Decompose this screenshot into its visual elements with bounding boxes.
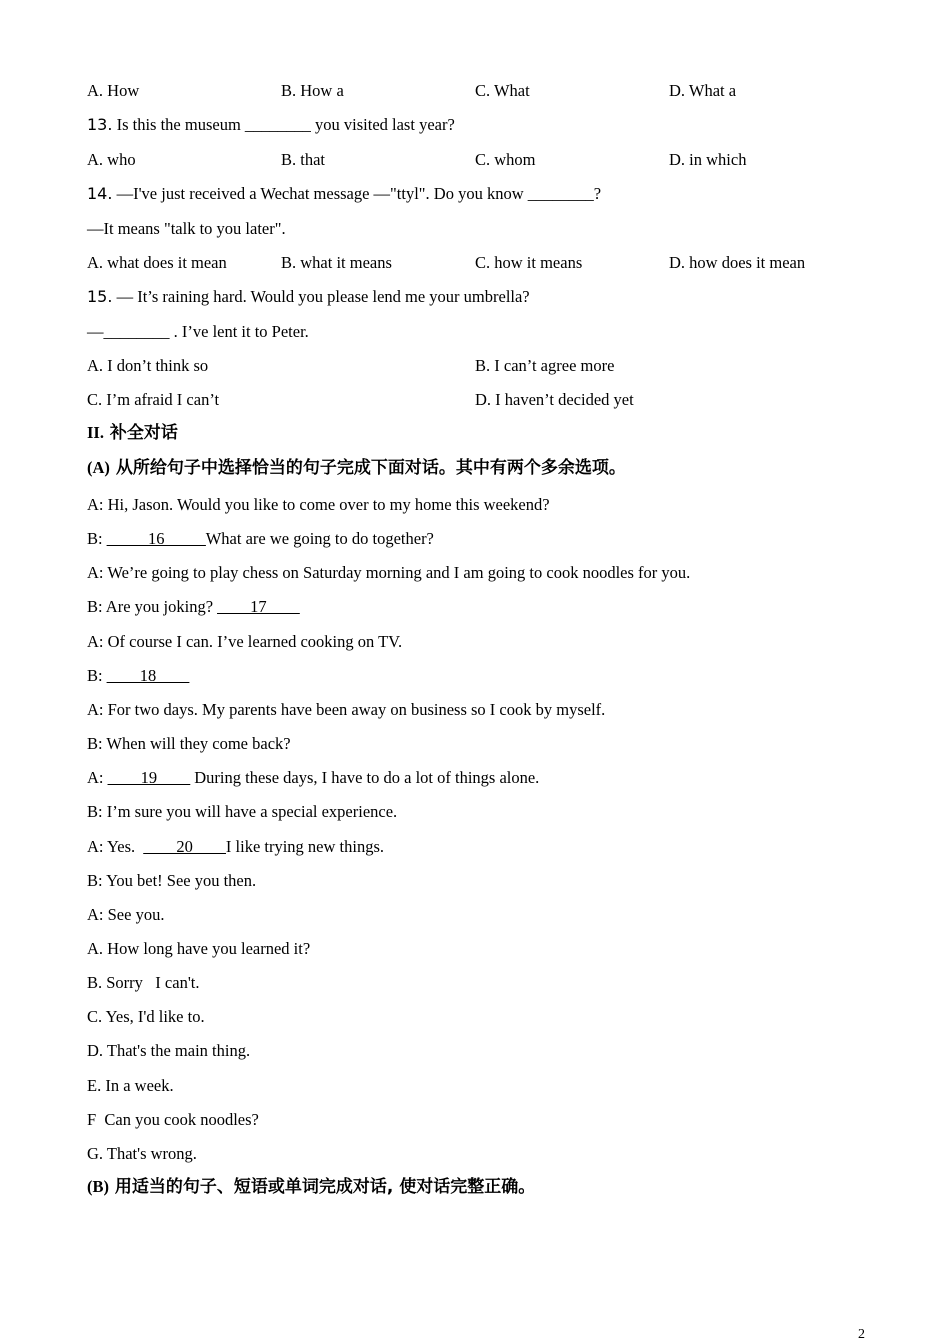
section-roman: II. [87, 423, 104, 442]
choice-item: C. Yes, I'd like to. [87, 1007, 205, 1026]
speaker: B: [87, 529, 107, 548]
line-text: I like trying new things. [225, 837, 385, 856]
q13-stem [87, 115, 455, 135]
choice-item: D. That's the main thing. [87, 1041, 251, 1060]
q14-option-d: D. how does it mean [669, 253, 806, 272]
choice-item: E. In a week. [87, 1076, 174, 1095]
q13-number: 13. [87, 115, 113, 134]
blank-18: ____18____ [106, 666, 190, 685]
q14-stem [87, 184, 601, 204]
page-number: 2 [858, 1327, 865, 1342]
blank-17: ____17____ [217, 597, 300, 616]
q14-reply: —It means "talk to you later". [87, 219, 286, 238]
dialogue-line [87, 529, 434, 549]
q13-option-b: B. that [281, 150, 325, 169]
dialogue-line: A: Of course I can. I’ve learned cooking on TV. [87, 632, 403, 651]
blank-20: ____20____ [143, 837, 226, 856]
line-text: A: Yes. [87, 837, 144, 856]
q15-option-b: B. I can’t agree more [475, 356, 615, 375]
blank-19: ____19____ [107, 768, 191, 787]
choice-item: G. That's wrong. [87, 1144, 197, 1163]
part-b-label: (B) [87, 1177, 109, 1196]
speaker: A: [87, 768, 108, 787]
dialogue-line: B: I’m sure you will have a special experience. [87, 802, 398, 821]
choice-item: A. How long have you learned it? [87, 939, 311, 958]
part-a-instruction [87, 458, 626, 478]
dialogue-line: A: Hi, Jason. Would you like to come over to my home this weekend? [87, 495, 550, 514]
line-text: B: Are you joking? [87, 597, 218, 616]
line-text: During these days, I have to do a lot of things alone. [190, 768, 540, 787]
q12-option-b: B. How a [281, 81, 344, 100]
q14-option-a: A. what does it mean [87, 253, 227, 272]
part-a-instruction-text: 从所给句子中选择恰当的句子完成下面对话。其中有两个多余选项。 [109, 458, 626, 478]
dialogue-line: B: You bet! See you then. [87, 871, 257, 890]
dialogue-line: A: See you. [87, 905, 165, 924]
q14-option-b: B. what it means [281, 253, 392, 272]
dialogue-line [87, 837, 384, 857]
blank-16: _____16_____ [106, 529, 206, 548]
part-a-label: (A) [87, 458, 110, 477]
dialogue-line: B: When will they come back? [87, 734, 291, 753]
dialogue-line [87, 768, 539, 788]
q13-option-c: C. whom [475, 150, 536, 169]
line-text: What are we going to do together? [205, 529, 434, 548]
choice-item: B. Sorry I can't. [87, 973, 200, 992]
part-b-instruction [87, 1177, 535, 1197]
section-title: 补全对话 [103, 423, 178, 443]
speaker: B: [87, 666, 107, 685]
q15-text: — It’s raining hard. Would you please lend me your umbrella? [112, 287, 530, 306]
q15-number: 15. [87, 287, 113, 306]
choice-item: F Can you cook noodles? [87, 1110, 259, 1129]
dialogue-line [87, 597, 300, 617]
part-b-instruction-text: 用适当的句子、短语或单词完成对话, 使对话完整正确。 [109, 1177, 536, 1197]
q15-option-c: C. I’m afraid I can’t [87, 390, 220, 409]
q13-option-d: D. in which [669, 150, 747, 169]
q12-option-d: D. What a [669, 81, 737, 100]
q12-option-a: A. How [87, 81, 140, 100]
q14-text: —I've just received a Wechat message —"ttyl". Do you know ________? [112, 184, 602, 203]
q13-option-a: A. who [87, 150, 136, 169]
q14-option-c: C. how it means [475, 253, 583, 272]
section-heading [87, 423, 178, 443]
q15-option-a: A. I don’t think so [87, 356, 209, 375]
q14-number: 14. [87, 184, 113, 203]
q12-option-c: C. What [475, 81, 530, 100]
q15-option-d: D. I haven’t decided yet [475, 390, 634, 409]
q15-reply: —________ . I’ve lent it to Peter. [87, 322, 309, 341]
dialogue-line: A: For two days. My parents have been away on business so I cook by myself. [87, 700, 606, 719]
q15-stem [87, 287, 530, 307]
dialogue-line [87, 666, 189, 686]
q13-text: Is this the museum ________ you visited last year? [112, 115, 455, 134]
dialogue-line: A: We’re going to play chess on Saturday morning and I am going to cook noodles for you. [87, 563, 691, 582]
